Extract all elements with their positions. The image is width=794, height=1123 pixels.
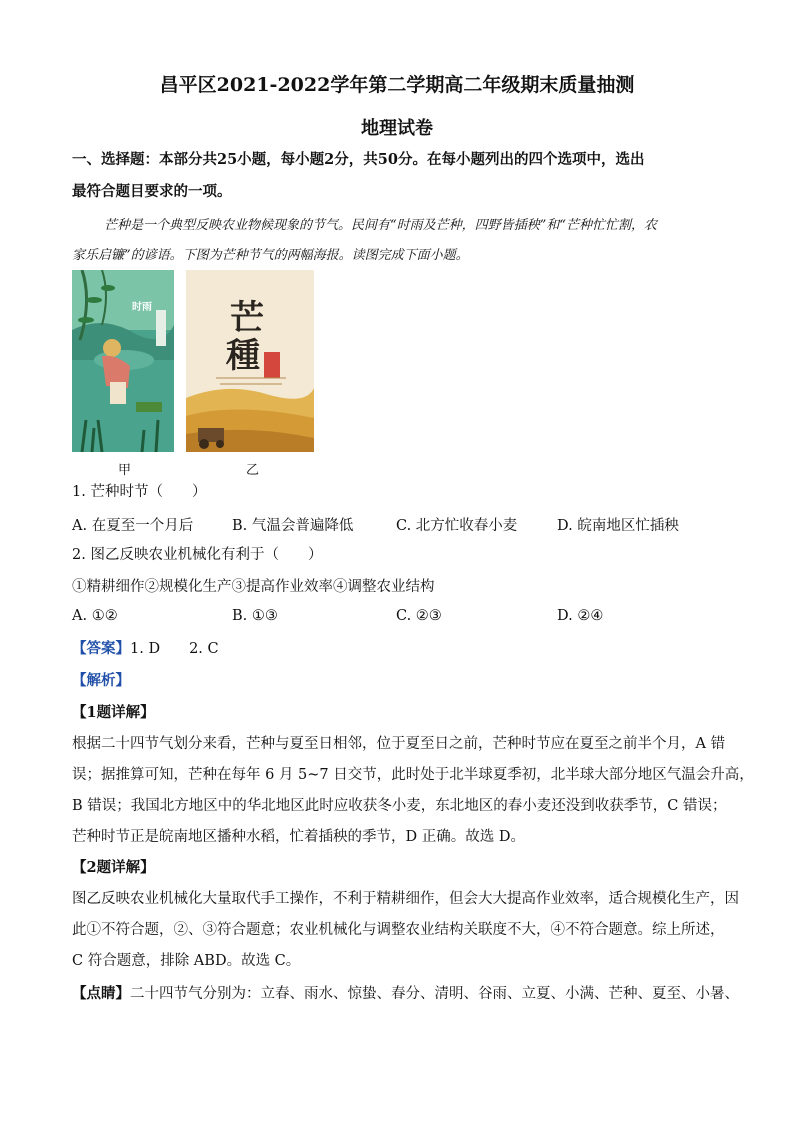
q2-option-a: A. ①② <box>72 608 118 624</box>
q1-option-d: D. 皖南地区忙插秧 <box>557 518 679 534</box>
poster-jia-text: 时雨 <box>132 302 152 313</box>
answer-text: 1. D 2. C <box>130 641 219 657</box>
poster-jia-illustration <box>72 270 174 452</box>
q2-items: ①精耕细作②规模化生产③提高作业效率④调整农业结构 <box>72 579 435 595</box>
q2-stem: 2. 图乙反映农业机械化有利于（ ） <box>72 547 323 563</box>
detail1-line: B 错误；我国北方地区中的华北地区此时应收获冬小麦，东北地区的春小麦还没到收获季节，C 错误； <box>72 798 727 814</box>
detail1-line: 误；据推算可知，芒种在每年 6 月 5~7 日交节，此时处于北半球夏季初，北半球大部分地区气温会升高， <box>72 767 754 783</box>
answer-row <box>72 639 219 659</box>
q2-option-b: B. ①③ <box>232 608 278 624</box>
caption-jia: 甲 <box>118 463 132 478</box>
section-heading-line2: 最符合题目要求的一项。 <box>72 183 232 200</box>
intro-line2: 家乐启镰”的谚语。下图为芒种节气的两幅海报。读图完成下面小题。 <box>72 248 469 263</box>
detail2-line: 此①不符合题，②、③符合题意；农业机械化与调整农业结构关联度不大，④不符合题意。综上所述， <box>72 922 725 938</box>
page-subtitle: 地理试卷 <box>361 118 433 139</box>
poster-yi-title-2: 種 <box>226 336 260 376</box>
caption-yi: 乙 <box>246 463 260 478</box>
detail1-line: 芒种时节正是皖南地区播种水稻，忙着插秧的季节，D 正确。故选 D。 <box>72 829 525 845</box>
section-heading-line1: 一、选择题：本部分共25小题，每小题2分，共50分。在每小题列出的四个选项中，选出 <box>72 151 645 168</box>
detail2-label: 【2题详解】 <box>72 859 155 876</box>
answer-label: 【答案】 <box>72 640 130 657</box>
poster-yi <box>186 270 314 452</box>
tip-text: 二十四节气分别为：立春、雨水、惊蛰、春分、清明、谷雨、立夏、小满、芒种、夏至、小暑、 <box>130 986 739 1002</box>
q1-option-b: B. 气温会普遍降低 <box>232 518 354 534</box>
poster-jia <box>72 270 174 452</box>
detail1-label: 【1题详解】 <box>72 704 155 721</box>
q2-option-c: C. ②③ <box>396 608 442 624</box>
q1-option-a: A. 在夏至一个月后 <box>72 518 194 534</box>
detail2-line: 图乙反映农业机械化大量取代手工操作，不利于精耕细作，但会大大提高作业效率，适合规模化生产，因 <box>72 891 739 907</box>
detail1-line: 根据二十四节气划分来看，芒种与夏至日相邻，位于夏至日之前，芒种时节应在夏至之前半个月，A 错 <box>72 736 726 752</box>
q1-option-c: C. 北方忙收春小麦 <box>396 518 518 534</box>
analysis-label: 【解析】 <box>72 672 130 689</box>
q2-option-d: D. ②④ <box>557 608 604 624</box>
tip-label: 【点睛】 <box>72 985 130 1002</box>
poster-yi-title-1: 芒 <box>230 298 264 338</box>
page-title: 昌平区2021-2022学年第二学期高二年级期末质量抽测 <box>159 74 635 96</box>
detail2-line: C 符合题意，排除 ABD。故选 C。 <box>72 953 301 969</box>
tip-row <box>72 984 739 1004</box>
q1-stem: 1. 芒种时节（ ） <box>72 484 207 500</box>
intro-line1: 芒种是一个典型反映农业物候现象的节气。民间有“时雨及芒种，四野皆插秧”和“芒种忙忙割，农 <box>104 218 657 233</box>
